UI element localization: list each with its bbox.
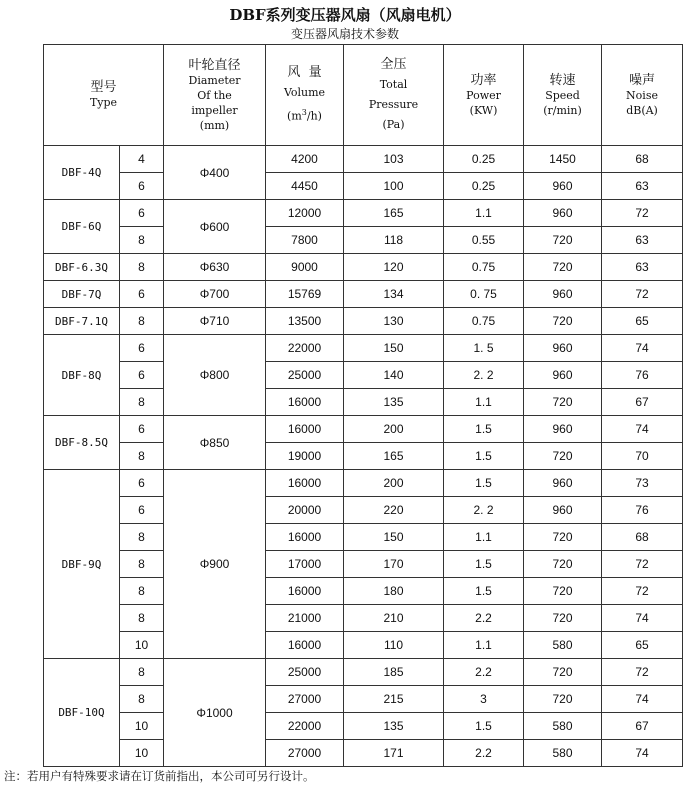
pole-cell: 8 (120, 389, 164, 416)
table-row (44, 632, 683, 659)
speed-cell: 720 (524, 524, 602, 551)
pole-cell: 8 (120, 443, 164, 470)
volume-cell: 22000 (266, 713, 344, 740)
header-volume (266, 45, 344, 146)
diameter-cell: Φ1000 (164, 659, 266, 767)
pole-cell: 8 (120, 308, 164, 335)
pressure-cell: 110 (344, 632, 444, 659)
pressure-cell: 140 (344, 362, 444, 389)
pressure-cell: 134 (344, 281, 444, 308)
power-cell: 1.5 (444, 443, 524, 470)
header-speed-unit: (r/min) (543, 103, 582, 117)
power-cell: 1.5 (444, 713, 524, 740)
volume-cell: 17000 (266, 551, 344, 578)
table-row (44, 470, 683, 497)
pressure-cell: 200 (344, 416, 444, 443)
header-volume-cn: 风 量 (287, 65, 322, 81)
noise-cell: 67 (602, 713, 683, 740)
table-row (44, 200, 683, 227)
pole-cell: 8 (120, 524, 164, 551)
volume-cell: 9000 (266, 254, 344, 281)
volume-cell: 16000 (266, 470, 344, 497)
diameter-cell: Φ710 (164, 308, 266, 335)
speed-cell: 960 (524, 497, 602, 524)
speed-cell: 720 (524, 443, 602, 470)
pole-cell: 6 (120, 335, 164, 362)
table-row (44, 281, 683, 308)
speed-cell: 720 (524, 551, 602, 578)
page-subtitle: 变压器风扇技术参数 (290, 27, 399, 41)
volume-cell: 4450 (266, 173, 344, 200)
noise-cell: 72 (602, 659, 683, 686)
pole-cell: 4 (120, 146, 164, 173)
noise-cell: 73 (602, 470, 683, 497)
speed-cell: 1450 (524, 146, 602, 173)
header-power-en: Power (466, 88, 501, 102)
pole-cell: 10 (120, 713, 164, 740)
speed-cell: 720 (524, 227, 602, 254)
noise-cell: 74 (602, 740, 683, 767)
power-cell: 1.1 (444, 200, 524, 227)
pressure-cell: 103 (344, 146, 444, 173)
pressure-cell: 165 (344, 443, 444, 470)
model-cell: DBF-6Q (44, 200, 120, 254)
diameter-cell: Φ400 (164, 146, 266, 200)
noise-cell: 63 (602, 173, 683, 200)
speed-cell: 960 (524, 335, 602, 362)
diameter-cell: Φ600 (164, 200, 266, 254)
header-type (44, 45, 164, 146)
pressure-cell: 165 (344, 200, 444, 227)
power-cell: 0. 75 (444, 281, 524, 308)
pole-cell: 8 (120, 686, 164, 713)
header-noise-en: Noise (626, 88, 658, 102)
power-cell: 0.55 (444, 227, 524, 254)
header-diameter-en1: Diameter (188, 73, 241, 87)
power-cell: 1.5 (444, 470, 524, 497)
table-row (44, 416, 683, 443)
power-cell: 1.1 (444, 524, 524, 551)
power-cell: 1.5 (444, 416, 524, 443)
table-row (44, 389, 683, 416)
power-cell: 2.2 (444, 605, 524, 632)
table-row (44, 524, 683, 551)
speed-cell: 960 (524, 416, 602, 443)
header-noise-cn: 噪声 (629, 72, 656, 88)
noise-cell: 74 (602, 335, 683, 362)
model-cell: DBF-8Q (44, 335, 120, 416)
spec-table (43, 44, 683, 767)
power-cell: 1.1 (444, 389, 524, 416)
volume-cell: 27000 (266, 686, 344, 713)
volume-cell: 27000 (266, 740, 344, 767)
noise-cell: 68 (602, 146, 683, 173)
pressure-cell: 150 (344, 524, 444, 551)
pole-cell: 10 (120, 740, 164, 767)
model-cell: DBF-6.3Q (44, 254, 120, 281)
table-row (44, 362, 683, 389)
pole-cell: 6 (120, 416, 164, 443)
header-volume-unit (266, 103, 343, 127)
noise-cell: 68 (602, 524, 683, 551)
header-speed (524, 45, 602, 146)
pressure-cell: 130 (344, 308, 444, 335)
diameter-cell: Φ850 (164, 416, 266, 470)
table-row (44, 659, 683, 686)
power-cell: 1.1 (444, 632, 524, 659)
model-cell: DBF-7Q (44, 281, 120, 308)
header-volume-unit-b: /h) (306, 109, 322, 123)
model-cell: DBF-7.1Q (44, 308, 120, 335)
power-cell: 2.2 (444, 659, 524, 686)
volume-cell: 15769 (266, 281, 344, 308)
pole-cell: 8 (120, 605, 164, 632)
table-body (44, 146, 683, 767)
table-row (44, 551, 683, 578)
pressure-cell: 215 (344, 686, 444, 713)
table-row (44, 497, 683, 524)
volume-cell: 22000 (266, 335, 344, 362)
noise-cell: 76 (602, 497, 683, 524)
header-pressure (344, 45, 444, 146)
noise-cell: 65 (602, 308, 683, 335)
speed-cell: 960 (524, 281, 602, 308)
power-cell: 2. 2 (444, 497, 524, 524)
speed-cell: 720 (524, 686, 602, 713)
table-row (44, 308, 683, 335)
pressure-cell: 185 (344, 659, 444, 686)
power-cell: 0.75 (444, 254, 524, 281)
header-power (444, 45, 524, 146)
noise-cell: 70 (602, 443, 683, 470)
pole-cell: 6 (120, 281, 164, 308)
speed-cell: 960 (524, 173, 602, 200)
speed-cell: 720 (524, 308, 602, 335)
speed-cell: 580 (524, 632, 602, 659)
pressure-cell: 120 (344, 254, 444, 281)
diameter-cell: Φ630 (164, 254, 266, 281)
model-cell: DBF-10Q (44, 659, 120, 767)
speed-cell: 720 (524, 578, 602, 605)
volume-cell: 25000 (266, 659, 344, 686)
power-cell: 0.25 (444, 146, 524, 173)
header-power-cn: 功率 (470, 72, 497, 88)
header-diameter-unit: (mm) (199, 118, 230, 132)
volume-cell: 21000 (266, 605, 344, 632)
pole-cell: 6 (120, 470, 164, 497)
header-volume-unit-sup: 3 (301, 108, 307, 118)
diameter-cell: Φ900 (164, 470, 266, 659)
header-speed-en: Speed (545, 88, 580, 102)
table-row (44, 713, 683, 740)
pressure-cell: 210 (344, 605, 444, 632)
pole-cell: 6 (120, 200, 164, 227)
pole-cell: 8 (120, 227, 164, 254)
pole-cell: 6 (120, 362, 164, 389)
noise-cell: 72 (602, 551, 683, 578)
power-cell: 0.75 (444, 308, 524, 335)
volume-cell: 12000 (266, 200, 344, 227)
pressure-cell: 118 (344, 227, 444, 254)
table-row (44, 578, 683, 605)
speed-cell: 580 (524, 740, 602, 767)
pole-cell: 8 (120, 254, 164, 281)
header-diameter-cn: 叶轮直径 (188, 57, 241, 73)
page-title: DBF系列变压器风扇（风扇电机） (229, 6, 461, 24)
pressure-cell: 200 (344, 470, 444, 497)
speed-cell: 720 (524, 254, 602, 281)
noise-cell: 72 (602, 578, 683, 605)
header-diameter-en2: Of the (197, 88, 232, 102)
table-row (44, 335, 683, 362)
model-cell: DBF-4Q (44, 146, 120, 200)
table-row (44, 254, 683, 281)
noise-cell: 74 (602, 686, 683, 713)
table-row (44, 605, 683, 632)
pole-cell: 10 (120, 632, 164, 659)
pole-cell: 6 (120, 173, 164, 200)
table-row (44, 173, 683, 200)
noise-cell: 63 (602, 227, 683, 254)
pressure-cell: 180 (344, 578, 444, 605)
header-speed-cn: 转速 (549, 72, 576, 88)
volume-cell: 16000 (266, 524, 344, 551)
pressure-cell: 100 (344, 173, 444, 200)
power-cell: 1.5 (444, 551, 524, 578)
speed-cell: 720 (524, 659, 602, 686)
header-type-cn: 型号 (90, 80, 117, 95)
power-cell: 0.25 (444, 173, 524, 200)
volume-cell: 19000 (266, 443, 344, 470)
table-row (44, 686, 683, 713)
diameter-cell: Φ800 (164, 335, 266, 416)
pole-cell: 8 (120, 578, 164, 605)
header-pressure-en2: Pressure (368, 98, 419, 111)
power-cell: 1. 5 (444, 335, 524, 362)
volume-cell: 16000 (266, 416, 344, 443)
diameter-cell: Φ700 (164, 281, 266, 308)
pressure-cell: 171 (344, 740, 444, 767)
noise-cell: 74 (602, 416, 683, 443)
header-power-unit: (KW) (469, 103, 498, 117)
noise-cell: 65 (602, 632, 683, 659)
noise-cell: 74 (602, 605, 683, 632)
model-cell: DBF-8.5Q (44, 416, 120, 470)
noise-cell: 72 (602, 281, 683, 308)
speed-cell: 960 (524, 200, 602, 227)
volume-cell: 7800 (266, 227, 344, 254)
volume-cell: 16000 (266, 578, 344, 605)
table-row (44, 227, 683, 254)
table-row (44, 443, 683, 470)
header-noise (602, 45, 683, 146)
noise-cell: 63 (602, 254, 683, 281)
power-cell: 3 (444, 686, 524, 713)
header-volume-unit-a: (m (287, 109, 302, 123)
power-cell: 1.5 (444, 578, 524, 605)
header-volume-en: Volume (283, 86, 326, 100)
speed-cell: 960 (524, 470, 602, 497)
header-diameter (164, 45, 266, 146)
speed-cell: 580 (524, 713, 602, 740)
power-cell: 2.2 (444, 740, 524, 767)
header-pressure-en1: Total (379, 78, 408, 91)
header-pressure-unit: (Pa) (382, 118, 405, 131)
header-noise-unit: dB(A) (626, 103, 658, 117)
volume-cell: 4200 (266, 146, 344, 173)
model-cell: DBF-9Q (44, 470, 120, 659)
pole-cell: 8 (120, 551, 164, 578)
footnote: 注：若用户有特殊要求请在订货前指出，本公司可另行设计。 (4, 769, 315, 783)
pressure-cell: 135 (344, 713, 444, 740)
noise-cell: 67 (602, 389, 683, 416)
volume-cell: 16000 (266, 389, 344, 416)
volume-cell: 16000 (266, 632, 344, 659)
table-row (44, 740, 683, 767)
pressure-cell: 135 (344, 389, 444, 416)
pressure-cell: 150 (344, 335, 444, 362)
header-pressure-cn: 全压 (380, 57, 407, 72)
header-row (44, 45, 683, 146)
table-row (44, 146, 683, 173)
pole-cell: 8 (120, 659, 164, 686)
header-diameter-en3: impeller (191, 103, 238, 117)
volume-cell: 25000 (266, 362, 344, 389)
volume-cell: 20000 (266, 497, 344, 524)
speed-cell: 960 (524, 362, 602, 389)
speed-cell: 720 (524, 389, 602, 416)
noise-cell: 76 (602, 362, 683, 389)
pressure-cell: 170 (344, 551, 444, 578)
noise-cell: 72 (602, 200, 683, 227)
volume-cell: 13500 (266, 308, 344, 335)
header-type-en: Type (89, 96, 118, 109)
pressure-cell: 220 (344, 497, 444, 524)
power-cell: 2. 2 (444, 362, 524, 389)
pole-cell: 6 (120, 497, 164, 524)
speed-cell: 720 (524, 605, 602, 632)
